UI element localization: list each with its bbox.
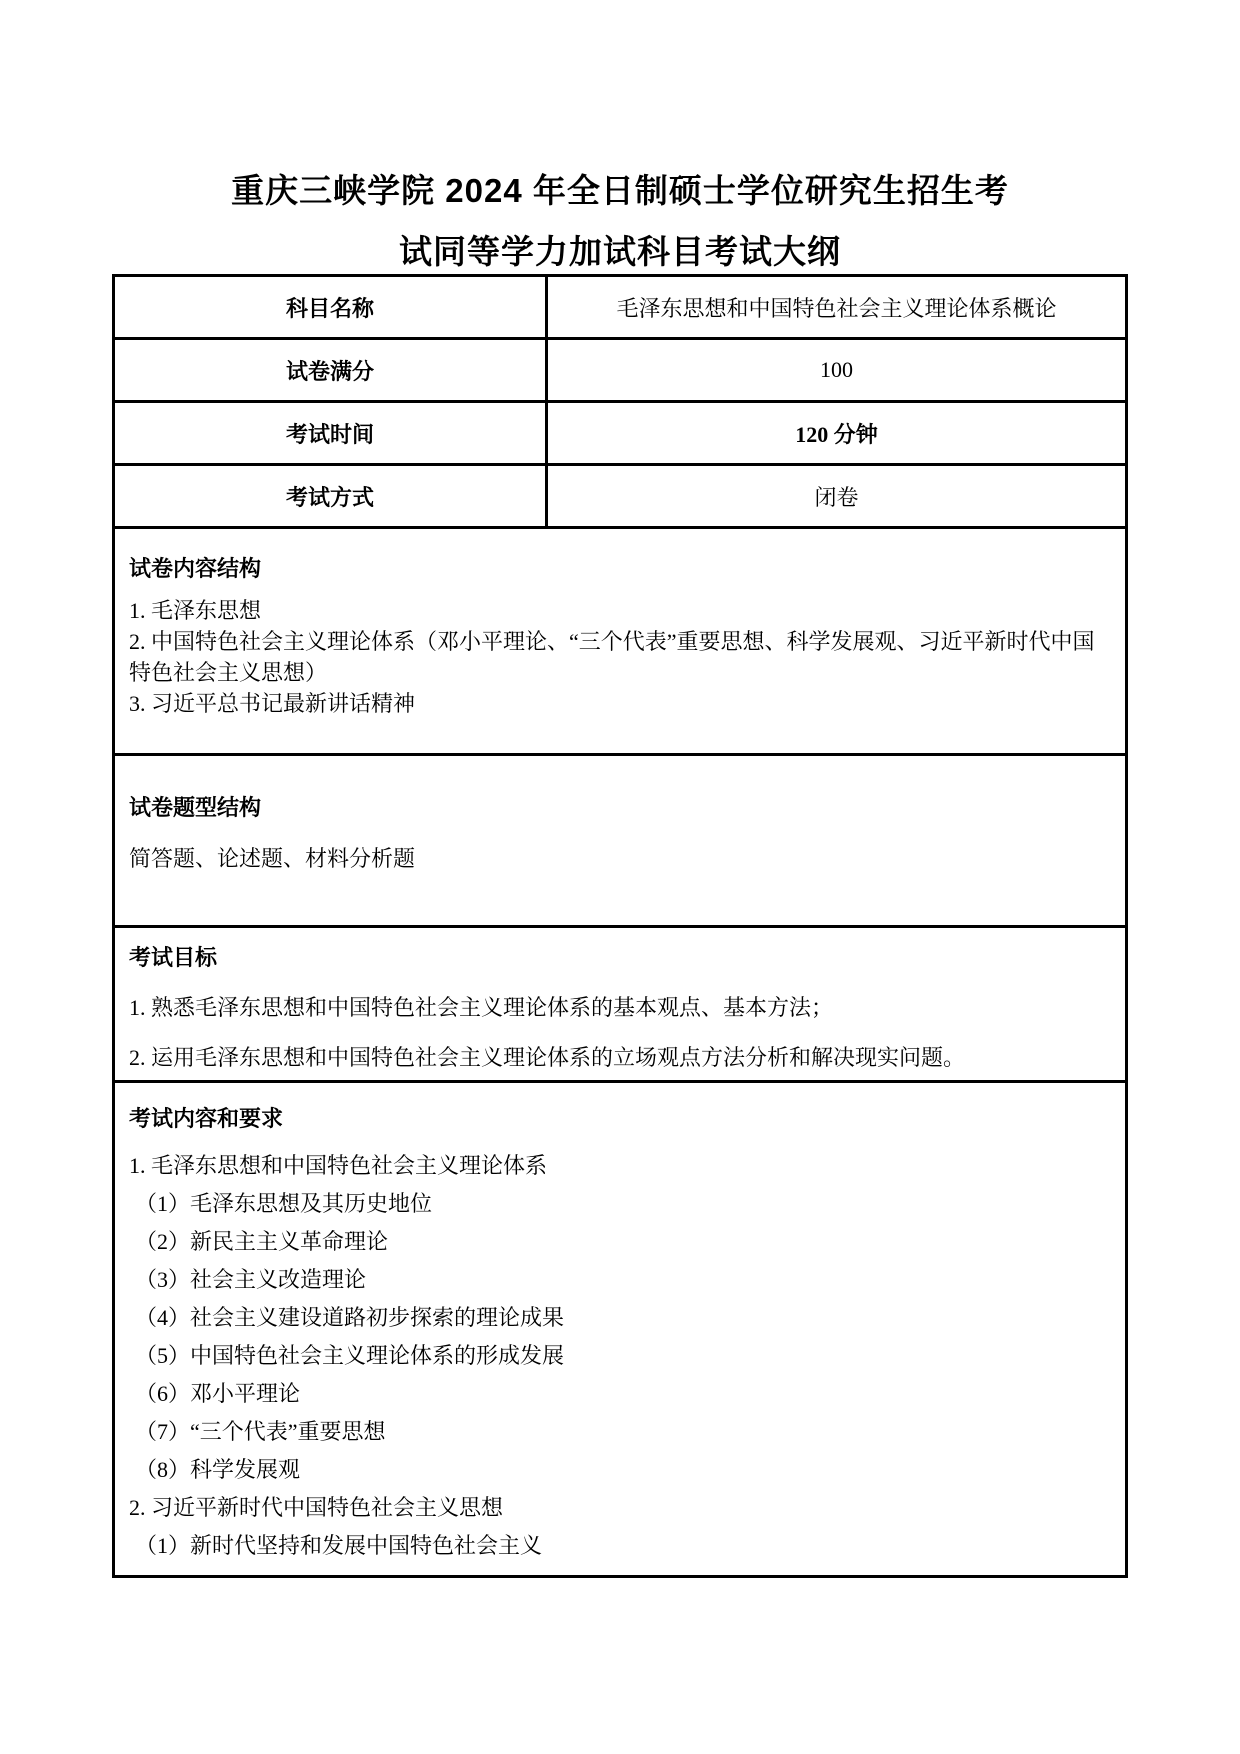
section-heading: 试卷题型结构 — [129, 795, 262, 820]
section-heading: 考试目标 — [129, 945, 218, 970]
table-row-full-score — [115, 340, 1125, 403]
section-exam-objectives — [115, 928, 1125, 1083]
section-exam-content-requirements — [115, 1083, 1125, 1575]
content-structure-item: 3. 习近平总书记最新讲话精神 — [129, 691, 416, 716]
subject-name-label: 科目名称 — [115, 277, 548, 337]
exam-mode-value: 闭卷 — [814, 484, 859, 510]
page-title — [0, 160, 1240, 282]
requirement-item: 2. 习近平新时代中国特色社会主义思想 — [129, 1495, 504, 1520]
full-score-value: 100 — [820, 357, 853, 382]
requirement-item: 1. 毛泽东思想和中国特色社会主义理论体系 — [129, 1153, 548, 1178]
content-structure-item: 2. 中国特色社会主义理论体系（邓小平理论、“三个代表”重要思想、科学发展观、习近平新时代中国特色社会主义思想） — [129, 629, 1095, 685]
section-heading: 试卷内容结构 — [129, 556, 262, 581]
page-title-line1: 重庆三峡学院 2024 年全日制硕士学位研究生招生考 — [231, 172, 1009, 209]
exam-duration-value: 120 分钟 — [795, 421, 878, 447]
section-heading: 考试内容和要求 — [129, 1106, 284, 1131]
page-title-line2: 试同等学力加试科目考试大纲 — [399, 233, 841, 270]
requirement-item: （2）新民主主义革命理论 — [135, 1229, 389, 1254]
exam-objective-item: 2. 运用毛泽东思想和中国特色社会主义理论体系的立场观点方法分析和解决现实问题。 — [129, 1045, 966, 1070]
section-question-type-structure — [115, 756, 1125, 928]
content-structure-item: 1. 毛泽东思想 — [129, 598, 262, 623]
exam-mode-label: 考试方式 — [115, 466, 548, 526]
section-paper-content-structure — [115, 529, 1125, 756]
requirement-item: （6）邓小平理论 — [135, 1381, 301, 1406]
table-row-subject-name — [115, 277, 1125, 340]
table-row-exam-duration — [115, 403, 1125, 466]
exam-objective-item: 1. 熟悉毛泽东思想和中国特色社会主义理论体系的基本观点、基本方法； — [129, 995, 834, 1020]
syllabus-table — [112, 274, 1128, 1578]
requirement-item: （4）社会主义建设道路初步探索的理论成果 — [135, 1305, 565, 1330]
full-score-label: 试卷满分 — [115, 340, 548, 400]
requirement-item: （8）科学发展观 — [135, 1457, 301, 1482]
requirement-item: （7）“三个代表”重要思想 — [135, 1419, 386, 1444]
requirement-item: （1）毛泽东思想及其历史地位 — [135, 1191, 433, 1216]
requirement-item: （1）新时代坚持和发展中国特色社会主义 — [135, 1533, 543, 1558]
requirement-item: （5）中国特色社会主义理论体系的形成发展 — [135, 1343, 565, 1368]
requirement-item: （3）社会主义改造理论 — [135, 1267, 367, 1292]
question-types-item: 简答题、论述题、材料分析题 — [129, 846, 416, 871]
exam-duration-label: 考试时间 — [115, 403, 548, 463]
subject-name-value: 毛泽东思想和中国特色社会主义理论体系概论 — [616, 295, 1057, 321]
table-row-exam-mode — [115, 466, 1125, 529]
